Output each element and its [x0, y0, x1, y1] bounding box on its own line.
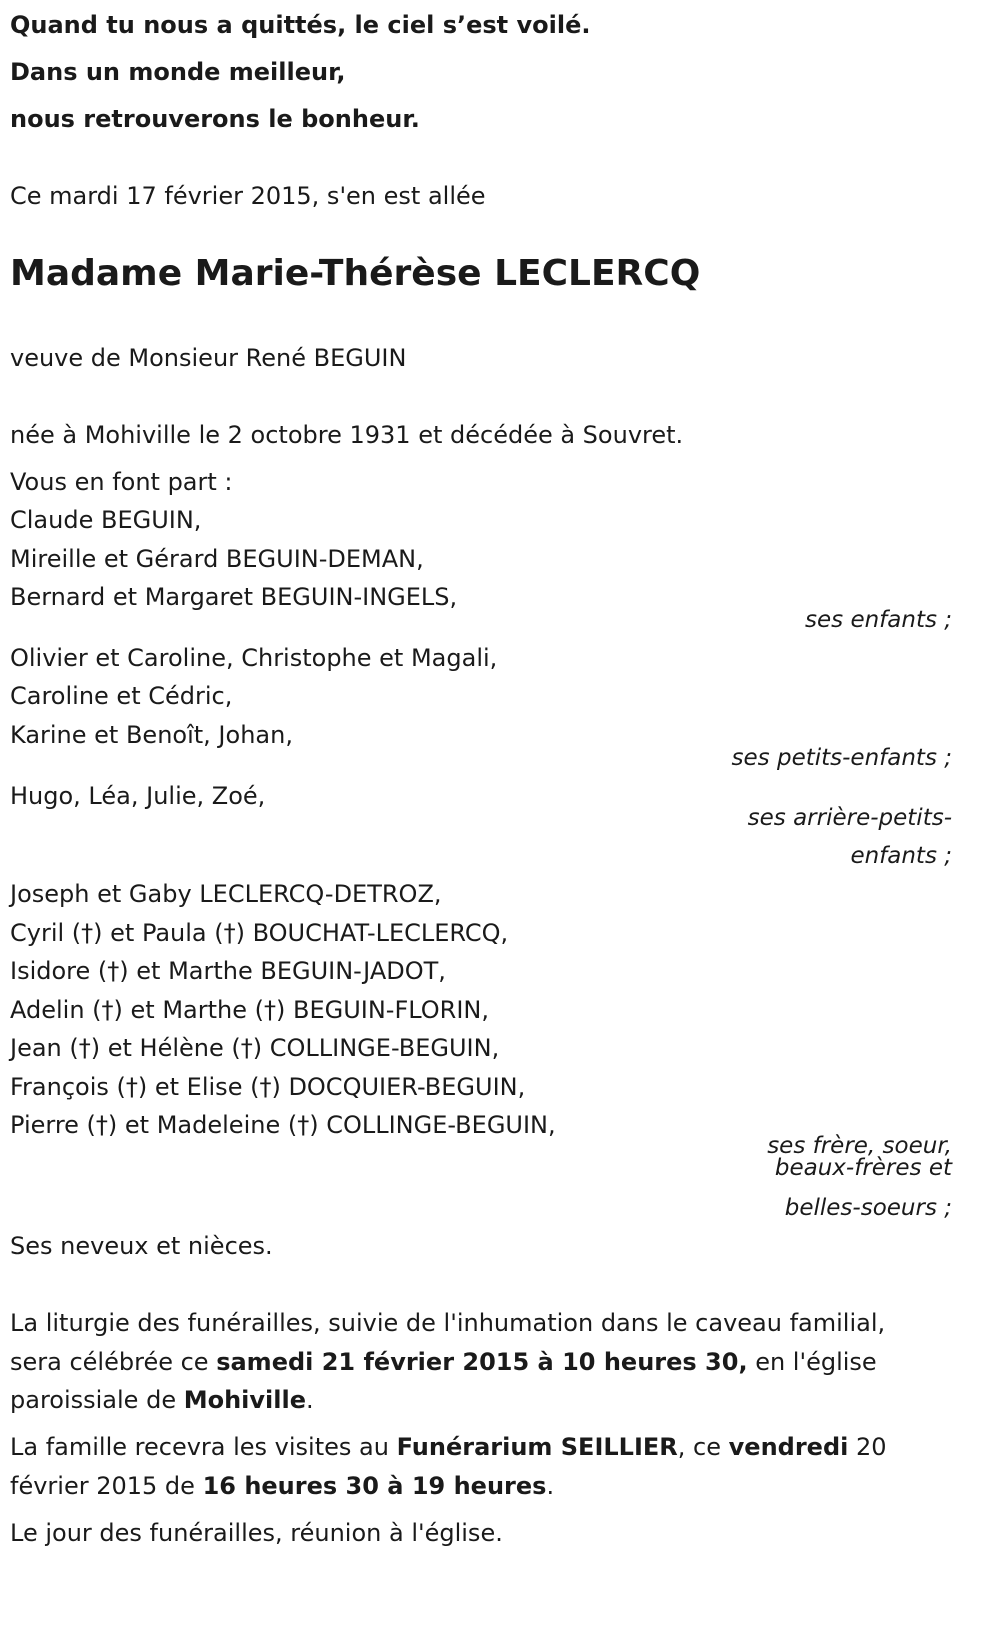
sibling-item: Adelin (†) et Marthe (†) BEGUIN-FLORIN, [10, 996, 490, 1024]
sibling-item: Cyril (†) et Paula (†) BOUCHAT-LECLERCQ, [10, 919, 509, 947]
visits-text: La famille recevra les visites au [10, 1433, 397, 1461]
sibling-item: Pierre (†) et Madeleine (†) COLLINGE-BEGUIN, [10, 1111, 556, 1139]
liturgy-text: en l'église [747, 1348, 877, 1376]
visit-hours: 16 heures 30 à 19 heures [202, 1472, 547, 1500]
great-grandchildren-role-line-1: ses arrière-petits- [747, 805, 952, 831]
poem-line-3: nous retrouverons le bonheur. [10, 105, 420, 133]
liturgy-text: . [306, 1386, 314, 1414]
siblings-role-line-1: ses frère, soeur, [767, 1133, 952, 1159]
sibling-item: Joseph et Gaby LECLERCQ-DETROZ, [10, 880, 442, 908]
visits-line-1 [10, 1432, 887, 1462]
nephews-text: Ses neveux et nièces. [10, 1232, 273, 1260]
grandchild-item: Olivier et Caroline, Christophe et Magali, [10, 644, 498, 672]
intro-text: Ce mardi 17 février 2015, s'en est allée [10, 182, 486, 210]
children-role: ses enfants ; [805, 607, 952, 633]
announce-text: Vous en font part : [10, 468, 233, 496]
poem-line-1: Quand tu nous a quittés, le ciel s’est voilé. [10, 11, 591, 39]
visits-text: 20 [848, 1433, 887, 1461]
meeting-text: Le jour des funérailles, réunion à l'église. [10, 1519, 503, 1547]
liturgy-line-1 [10, 1308, 885, 1338]
church-location: Mohiville [183, 1386, 307, 1414]
siblings-role-line-2: beaux-frères et [774, 1155, 952, 1181]
birth-death-text: née à Mohiville le 2 octobre 1931 et décédée à Souvret. [10, 421, 684, 449]
grandchild-item: Karine et Benoît, Johan, [10, 721, 293, 749]
visits-text: . [546, 1472, 555, 1500]
poem-line-2: Dans un monde meilleur, [10, 58, 346, 86]
visit-day: vendredi [728, 1433, 849, 1461]
sibling-item: Jean (†) et Hélène (†) COLLINGE-BEGUIN, [10, 1034, 500, 1062]
siblings-role-line-3: belles-soeurs ; [784, 1195, 952, 1221]
funeral-home-name: Funérarium SEILLIER [396, 1433, 678, 1461]
great-grandchildren-role-line-2: enfants ; [850, 843, 952, 869]
deceased-name: Madame Marie-Thérèse LECLERCQ [10, 253, 701, 294]
liturgy-text: La liturgie des funérailles, suivie de l'inhumation dans le caveau familial, [10, 1309, 886, 1337]
visits-text: février 2015 de [10, 1472, 203, 1500]
sibling-item: François (†) et Elise (†) DOCQUIER-BEGUIN, [10, 1073, 526, 1101]
visits-text: , ce [677, 1433, 729, 1461]
liturgy-line-3 [10, 1385, 314, 1415]
visits-line-2 [10, 1471, 554, 1501]
funeral-datetime: samedi 21 février 2015 à 10 heures 30, [216, 1348, 748, 1376]
child-item: Mireille et Gérard BEGUIN-DEMAN, [10, 545, 424, 573]
great-grandchild-item: Hugo, Léa, Julie, Zoé, [10, 782, 266, 810]
liturgy-line-2 [10, 1347, 877, 1377]
grandchildren-role: ses petits-enfants ; [731, 745, 952, 771]
child-item: Bernard et Margaret BEGUIN-INGELS, [10, 583, 458, 611]
liturgy-text: sera célébrée ce [10, 1348, 217, 1376]
sibling-item: Isidore (†) et Marthe BEGUIN-JADOT, [10, 957, 446, 985]
widow-of-text: veuve de Monsieur René BEGUIN [10, 344, 407, 372]
liturgy-text: paroissiale de [10, 1386, 184, 1414]
child-item: Claude BEGUIN, [10, 506, 202, 534]
grandchild-item: Caroline et Cédric, [10, 682, 233, 710]
